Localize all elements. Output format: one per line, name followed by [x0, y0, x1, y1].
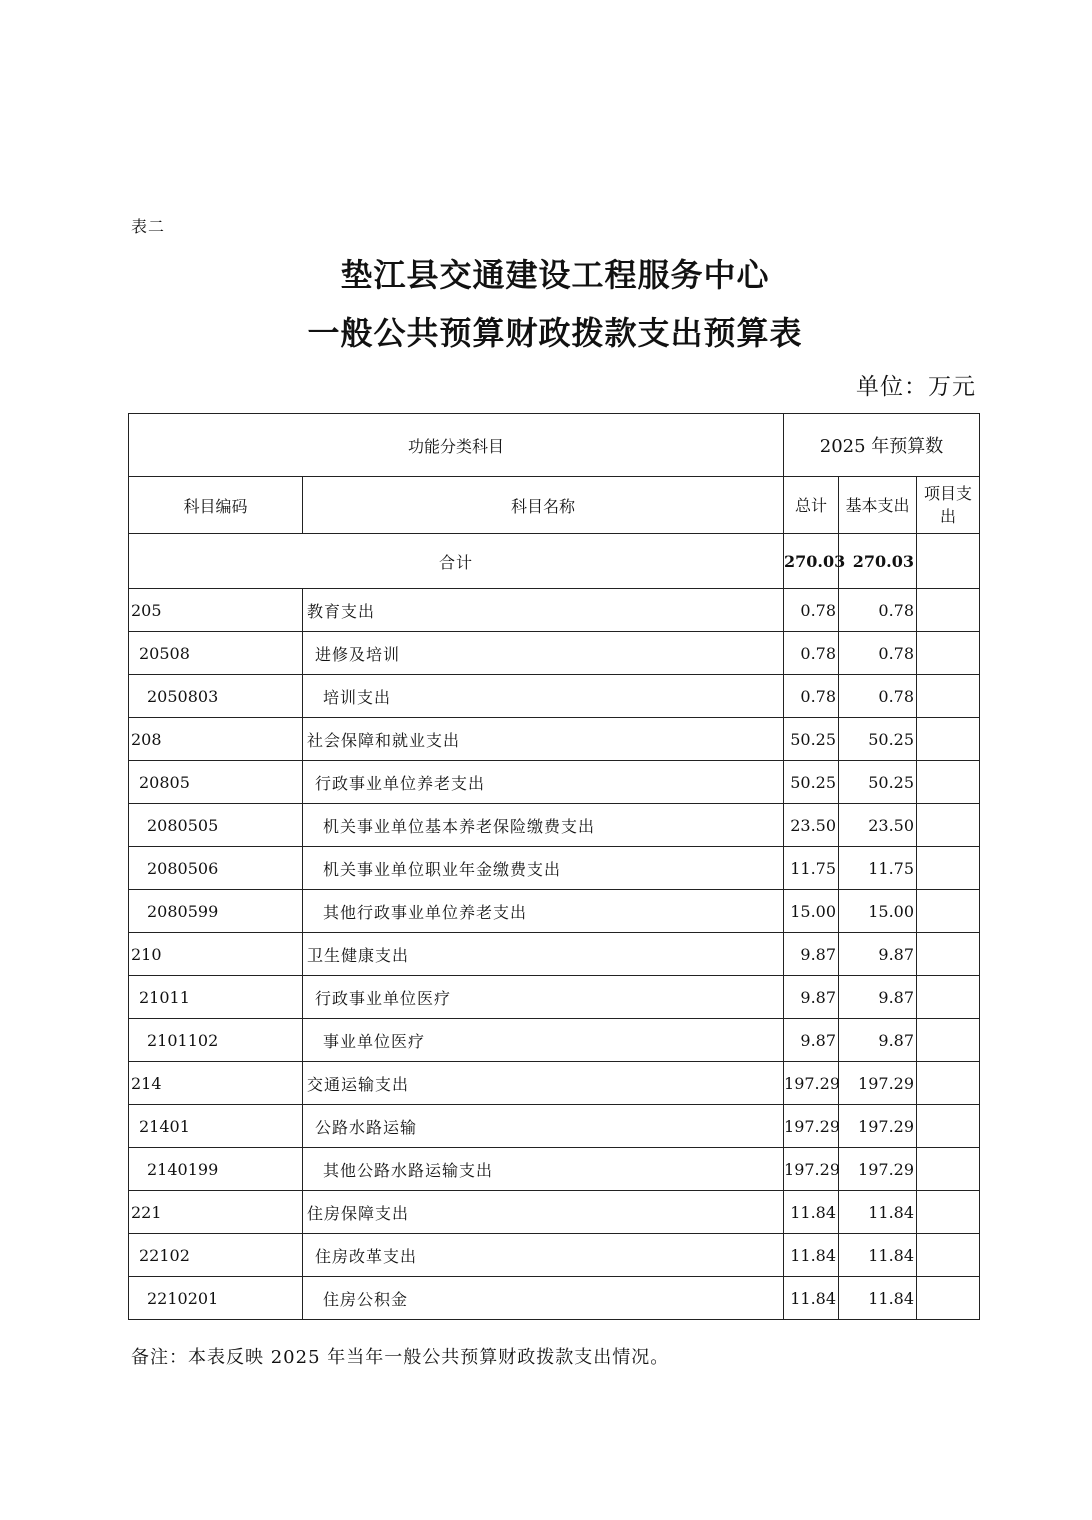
- header-basic: 基本支出: [839, 477, 917, 534]
- total-label: 合计: [129, 534, 784, 589]
- page-subtitle: 一般公共预算财政拨款支出预算表: [307, 314, 803, 352]
- row-basic: 9.87: [839, 976, 917, 1019]
- table-row: [129, 890, 980, 933]
- table-row: [129, 847, 980, 890]
- row-project: [917, 1148, 980, 1191]
- row-code-text: 214: [131, 1073, 162, 1093]
- row-name: [303, 1019, 784, 1062]
- row-total: 11.84: [784, 1234, 839, 1277]
- row-name-text: 交通运输支出: [307, 1074, 410, 1094]
- table-body: [129, 589, 980, 1320]
- row-project: [917, 589, 980, 632]
- table-row: [129, 632, 980, 675]
- row-name-text: 机关事业单位基本养老保险缴费支出: [323, 816, 596, 836]
- row-project: [917, 890, 980, 933]
- row-name-text: 其他公路水路运输支出: [323, 1160, 494, 1180]
- row-code-text: 208: [131, 729, 162, 749]
- header-row-1: [129, 414, 980, 477]
- row-basic: 0.78: [839, 632, 917, 675]
- row-code: [129, 976, 303, 1019]
- row-code-text: 2101102: [147, 1030, 219, 1050]
- table-row: [129, 1277, 980, 1320]
- header-row-2: [129, 477, 980, 534]
- row-project: [917, 761, 980, 804]
- row-total: 9.87: [784, 1019, 839, 1062]
- row-name-text: 事业单位医疗: [323, 1031, 426, 1051]
- row-name: [303, 718, 784, 761]
- row-project: [917, 1191, 980, 1234]
- row-name: [303, 1105, 784, 1148]
- table-row: [129, 1234, 980, 1277]
- row-code-text: 21401: [139, 1116, 190, 1136]
- row-code: [129, 589, 303, 632]
- row-total: 0.78: [784, 589, 839, 632]
- row-code: [129, 1234, 303, 1277]
- row-code: [129, 718, 303, 761]
- row-basic: 50.25: [839, 718, 917, 761]
- table-row: [129, 1191, 980, 1234]
- row-name-text: 其他行政事业单位养老支出: [323, 902, 528, 922]
- row-name: [303, 1062, 784, 1105]
- row-project: [917, 976, 980, 1019]
- row-code-text: 205: [131, 600, 162, 620]
- row-project: [917, 1062, 980, 1105]
- row-code-text: 2080505: [147, 815, 219, 835]
- table-row: [129, 976, 980, 1019]
- row-name-text: 住房改革支出: [315, 1246, 418, 1266]
- row-name: [303, 1234, 784, 1277]
- table-row: [129, 675, 980, 718]
- row-code: [129, 761, 303, 804]
- row-code-text: 20805: [139, 772, 190, 792]
- row-code-text: 2210201: [147, 1288, 219, 1308]
- row-name-text: 教育支出: [307, 601, 376, 621]
- row-project: [917, 1105, 980, 1148]
- row-project: [917, 1234, 980, 1277]
- row-code-text: 2140199: [147, 1159, 219, 1179]
- row-total: 23.50: [784, 804, 839, 847]
- row-basic: 11.75: [839, 847, 917, 890]
- row-code: [129, 847, 303, 890]
- row-total: 197.29: [784, 1148, 839, 1191]
- row-project: [917, 847, 980, 890]
- row-project: [917, 1277, 980, 1320]
- table-row: [129, 589, 980, 632]
- row-code: [129, 675, 303, 718]
- row-name-text: 行政事业单位养老支出: [315, 773, 486, 793]
- row-total: 9.87: [784, 976, 839, 1019]
- row-name-text: 培训支出: [323, 687, 392, 707]
- row-name: [303, 675, 784, 718]
- row-total: 15.00: [784, 890, 839, 933]
- row-total: 197.29: [784, 1105, 839, 1148]
- row-code: [129, 1191, 303, 1234]
- row-code: [129, 890, 303, 933]
- row-name-text: 社会保障和就业支出: [307, 730, 461, 750]
- table-row: [129, 933, 980, 976]
- row-basic: 11.84: [839, 1277, 917, 1320]
- row-code-text: 2050803: [147, 686, 219, 706]
- row-project: [917, 675, 980, 718]
- row-code-text: 2080506: [147, 858, 219, 878]
- row-name-text: 行政事业单位医疗: [315, 988, 452, 1008]
- row-code: [129, 1062, 303, 1105]
- row-name: [303, 847, 784, 890]
- row-basic: 9.87: [839, 1019, 917, 1062]
- row-basic: 50.25: [839, 761, 917, 804]
- row-name-text: 机关事业单位职业年金缴费支出: [323, 859, 562, 879]
- unit-label: 单位：万元: [856, 374, 976, 400]
- row-name-text: 住房公积金: [323, 1289, 409, 1309]
- row-code-text: 22102: [139, 1245, 190, 1265]
- table-row: [129, 1148, 980, 1191]
- header-total: 总计: [784, 477, 839, 534]
- row-name-text: 进修及培训: [315, 644, 401, 664]
- page-title: 垫江县交通建设工程服务中心: [340, 256, 770, 294]
- table-row: [129, 761, 980, 804]
- row-project: [917, 1019, 980, 1062]
- row-total: 197.29: [784, 1062, 839, 1105]
- row-total: 50.25: [784, 761, 839, 804]
- row-code-text: 221: [131, 1202, 162, 1222]
- row-name: [303, 1148, 784, 1191]
- total-row: [129, 534, 980, 589]
- row-total: 11.84: [784, 1191, 839, 1234]
- row-code-text: 21011: [139, 987, 190, 1007]
- header-code: 科目编码: [129, 477, 303, 534]
- row-code: [129, 1277, 303, 1320]
- table-row: [129, 1062, 980, 1105]
- row-total: 0.78: [784, 632, 839, 675]
- row-total: 9.87: [784, 933, 839, 976]
- row-code: [129, 933, 303, 976]
- row-basic: 0.78: [839, 589, 917, 632]
- row-name: [303, 761, 784, 804]
- row-code: [129, 1019, 303, 1062]
- row-name-text: 卫生健康支出: [307, 945, 410, 965]
- row-basic: 197.29: [839, 1105, 917, 1148]
- header-budget-year: 2025 年预算数: [784, 414, 980, 477]
- row-code: [129, 804, 303, 847]
- row-basic: 0.78: [839, 675, 917, 718]
- table-row: [129, 1019, 980, 1062]
- row-code: [129, 632, 303, 675]
- table-row: [129, 804, 980, 847]
- row-basic: 197.29: [839, 1062, 917, 1105]
- row-basic: 23.50: [839, 804, 917, 847]
- row-code: [129, 1105, 303, 1148]
- row-name: [303, 804, 784, 847]
- total-amount: 270.03: [784, 534, 839, 589]
- row-project: [917, 804, 980, 847]
- row-code-text: 20508: [139, 643, 190, 663]
- total-basic: 270.03: [839, 534, 917, 589]
- row-total: 11.75: [784, 847, 839, 890]
- header-project: 项目支出: [917, 477, 980, 534]
- row-name: [303, 1277, 784, 1320]
- row-name: [303, 632, 784, 675]
- table-row: [129, 1105, 980, 1148]
- row-name: [303, 589, 784, 632]
- row-name-text: 公路水路运输: [315, 1117, 418, 1137]
- row-code: [129, 1148, 303, 1191]
- row-project: [917, 933, 980, 976]
- header-name: 科目名称: [303, 477, 784, 534]
- table-row: [129, 718, 980, 761]
- budget-table: [128, 413, 980, 1320]
- row-code-text: 210: [131, 944, 162, 964]
- row-name: [303, 976, 784, 1019]
- row-basic: 11.84: [839, 1234, 917, 1277]
- row-basic: 9.87: [839, 933, 917, 976]
- header-functional-category: 功能分类科目: [129, 414, 784, 477]
- row-name: [303, 890, 784, 933]
- row-total: 50.25: [784, 718, 839, 761]
- table-label: 表二: [131, 217, 166, 236]
- row-name-text: 住房保障支出: [307, 1203, 410, 1223]
- row-total: 11.84: [784, 1277, 839, 1320]
- row-name: [303, 933, 784, 976]
- total-project: [917, 534, 980, 589]
- row-basic: 197.29: [839, 1148, 917, 1191]
- row-total: 0.78: [784, 675, 839, 718]
- row-name: [303, 1191, 784, 1234]
- footnote: 备注：本表反映 2025 年当年一般公共预算财政拨款支出情况。: [131, 1347, 670, 1368]
- row-basic: 15.00: [839, 890, 917, 933]
- row-code-text: 2080599: [147, 901, 219, 921]
- row-project: [917, 718, 980, 761]
- row-basic: 11.84: [839, 1191, 917, 1234]
- row-project: [917, 632, 980, 675]
